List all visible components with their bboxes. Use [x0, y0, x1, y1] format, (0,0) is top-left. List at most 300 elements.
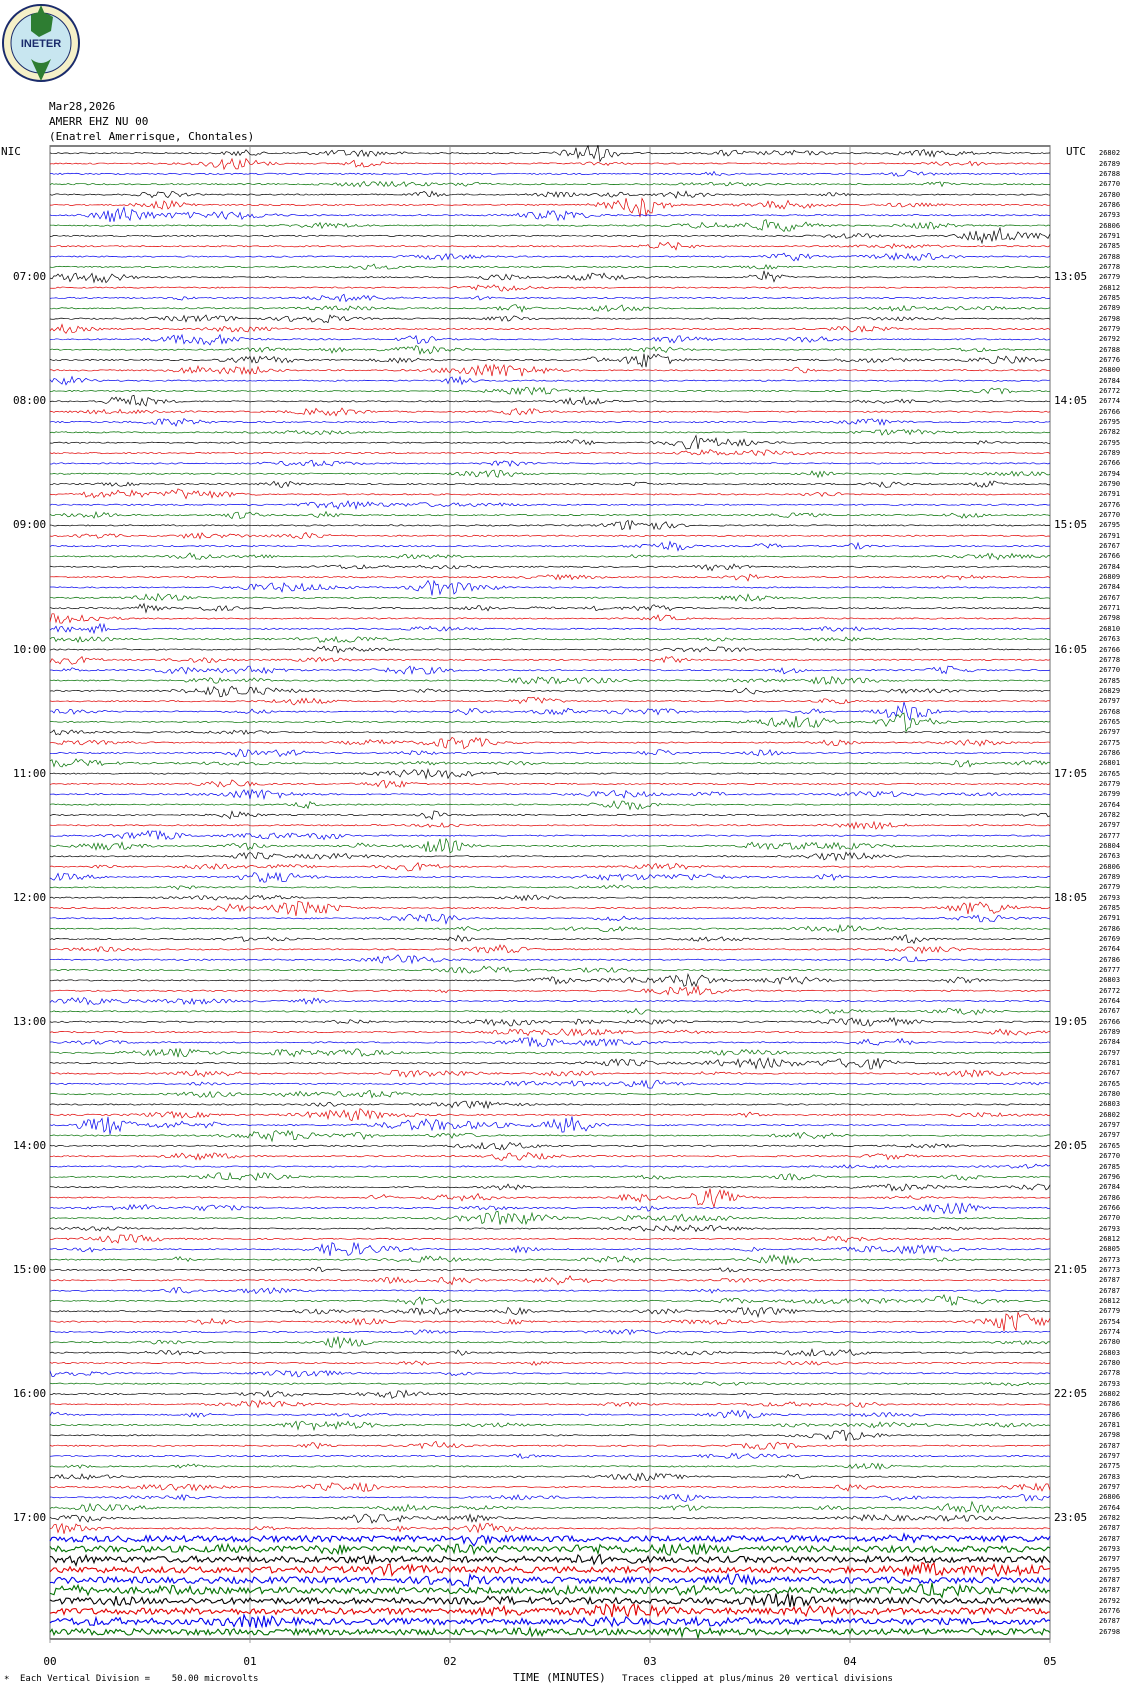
seismic-trace-44 — [50, 604, 1050, 613]
row-label: 26780 — [1099, 1338, 1121, 1347]
seismic-trace-50 — [50, 666, 1050, 674]
seismic-trace-80 — [50, 974, 1050, 986]
seismic-trace-23 — [50, 387, 1050, 394]
seismic-trace-100 — [50, 1184, 1050, 1191]
seismic-trace-87 — [50, 1049, 1050, 1058]
seismic-trace-102 — [50, 1203, 1050, 1214]
seismic-trace-79 — [50, 966, 1050, 973]
seismic-trace-63 — [50, 801, 1050, 809]
row-label: 26770 — [1099, 666, 1121, 675]
row-label: 26767 — [1099, 1069, 1121, 1078]
seismic-trace-82 — [50, 998, 1050, 1005]
left-hour-label: 09:00 — [13, 518, 47, 532]
row-label: 26782 — [1099, 1514, 1121, 1523]
seismic-trace-3 — [50, 181, 1050, 186]
row-label: 26786 — [1099, 1410, 1121, 1419]
seismic-trace-123 — [50, 1421, 1050, 1430]
row-label: 26797 — [1099, 728, 1121, 737]
row-label: 26776 — [1099, 500, 1121, 509]
row-label: 26776 — [1099, 355, 1121, 364]
seismic-trace-92 — [50, 1101, 1050, 1108]
seismic-trace-129 — [50, 1483, 1050, 1492]
seismic-trace-86 — [50, 1038, 1050, 1047]
left-hour-label: 14:00 — [13, 1138, 47, 1152]
right-hour-label: 15:05 — [1054, 518, 1088, 532]
left-hour-label: 10:00 — [13, 642, 47, 656]
row-label: 26764 — [1099, 997, 1121, 1006]
row-label: 26783 — [1099, 1472, 1121, 1481]
seismic-trace-45 — [50, 614, 1050, 623]
row-label: 26796 — [1099, 1172, 1121, 1181]
row-label: 26790 — [1099, 480, 1121, 489]
row-label: 26805 — [1099, 1245, 1121, 1254]
row-label: 26774 — [1099, 1327, 1121, 1336]
row-label: 26766 — [1099, 552, 1121, 561]
seismic-trace-117 — [50, 1361, 1050, 1365]
right-hour-label: 16:05 — [1054, 642, 1088, 656]
seismic-trace-116 — [50, 1349, 1050, 1356]
row-label: 26793 — [1099, 1379, 1121, 1388]
seismic-trace-71 — [50, 885, 1050, 890]
row-label: 26778 — [1099, 262, 1121, 271]
seismic-trace-17 — [50, 324, 1050, 333]
row-label: 26781 — [1099, 1059, 1121, 1068]
seismic-trace-15 — [50, 305, 1050, 312]
row-label: 26810 — [1099, 624, 1121, 633]
seismic-trace-104 — [50, 1225, 1050, 1231]
seismic-trace-2 — [50, 171, 1050, 177]
row-label: 26793 — [1099, 893, 1121, 902]
row-label: 26779 — [1099, 883, 1121, 892]
seismic-trace-32 — [50, 481, 1050, 488]
row-label: 26797 — [1099, 1048, 1121, 1057]
seismic-trace-113 — [50, 1312, 1050, 1331]
seismic-trace-24 — [50, 395, 1050, 406]
station-location: (Enatrel Amerrisque, Chontales) — [49, 130, 255, 143]
row-label: 26770 — [1099, 1152, 1121, 1161]
seismic-trace-103 — [50, 1211, 1050, 1224]
seismic-trace-76 — [50, 935, 1050, 944]
seismic-trace-140 — [50, 1593, 1050, 1607]
seismic-trace-37 — [50, 533, 1050, 539]
row-label: 26803 — [1099, 1100, 1121, 1109]
right-hour-label: 23:05 — [1054, 1511, 1088, 1525]
seismic-trace-1 — [50, 159, 1050, 170]
row-label: 26764 — [1099, 945, 1121, 954]
seismic-trace-85 — [50, 1029, 1050, 1036]
row-label: 26798 — [1099, 1627, 1121, 1636]
x-tick-label: 05 — [1043, 1655, 1057, 1668]
seismic-trace-107 — [50, 1255, 1050, 1265]
left-hour-label: 17:00 — [13, 1511, 47, 1525]
row-label: 26789 — [1099, 449, 1121, 458]
seismic-trace-126 — [50, 1453, 1050, 1458]
seismic-trace-36 — [50, 520, 1050, 529]
row-label: 26767 — [1099, 542, 1121, 551]
row-label: 26776 — [1099, 1607, 1121, 1616]
seismic-trace-58 — [50, 749, 1050, 756]
seismic-trace-109 — [50, 1276, 1050, 1285]
row-label: 26771 — [1099, 604, 1121, 613]
seismic-trace-55 — [50, 713, 1050, 732]
row-label: 26784 — [1099, 583, 1121, 592]
seismic-trace-108 — [50, 1267, 1050, 1272]
seismic-trace-48 — [50, 646, 1050, 653]
row-label: 26785 — [1099, 242, 1121, 251]
row-label: 26775 — [1099, 1462, 1121, 1471]
row-label: 26787 — [1099, 1286, 1121, 1295]
seismic-trace-27 — [50, 430, 1050, 435]
row-label: 26793 — [1099, 1224, 1121, 1233]
seismic-trace-66 — [50, 831, 1050, 840]
row-label: 26766 — [1099, 407, 1121, 416]
seismic-trace-134 — [50, 1534, 1050, 1546]
seismic-trace-137 — [50, 1563, 1050, 1576]
row-label: 26795 — [1099, 418, 1121, 427]
row-label: 26797 — [1099, 1483, 1121, 1492]
seismic-trace-122 — [50, 1410, 1050, 1418]
row-label: 26787 — [1099, 1586, 1121, 1595]
row-label: 26795 — [1099, 521, 1121, 530]
seismic-trace-89 — [50, 1070, 1050, 1077]
seismic-trace-125 — [50, 1441, 1050, 1449]
row-label: 26791 — [1099, 914, 1121, 923]
seismic-trace-81 — [50, 986, 1050, 995]
seismic-trace-38 — [50, 542, 1050, 551]
seismic-trace-99 — [50, 1173, 1050, 1181]
row-label: 26766 — [1099, 645, 1121, 654]
seismic-trace-95 — [50, 1131, 1050, 1142]
seismic-trace-29 — [50, 450, 1050, 456]
seismic-trace-52 — [50, 686, 1050, 697]
seismic-trace-39 — [50, 553, 1050, 560]
right-hour-label: 17:05 — [1054, 766, 1088, 780]
seismic-trace-115 — [50, 1337, 1050, 1348]
seismic-trace-121 — [50, 1400, 1050, 1407]
seismic-trace-65 — [50, 822, 1050, 829]
row-label: 26787 — [1099, 1617, 1121, 1626]
row-label: 26800 — [1099, 366, 1121, 375]
seismic-trace-128 — [50, 1473, 1050, 1480]
row-label: 26786 — [1099, 748, 1121, 757]
row-label: 26787 — [1099, 1576, 1121, 1585]
seismic-trace-25 — [50, 408, 1050, 416]
row-label: 26763 — [1099, 635, 1121, 644]
row-label: 26803 — [1099, 976, 1121, 985]
left-hour-label: 16:00 — [13, 1387, 47, 1400]
seismic-trace-142 — [50, 1615, 1050, 1628]
seismic-trace-124 — [50, 1430, 1050, 1441]
row-label: 26812 — [1099, 1234, 1121, 1243]
row-label: 26798 — [1099, 1431, 1121, 1440]
seismic-trace-21 — [50, 365, 1050, 377]
row-label: 26784 — [1099, 376, 1121, 385]
row-label: 26778 — [1099, 1369, 1121, 1378]
seismic-trace-34 — [50, 501, 1050, 509]
right-hour-label: 13:05 — [1054, 270, 1088, 284]
x-tick-label: 02 — [443, 1655, 457, 1668]
row-label: 26787 — [1099, 1441, 1121, 1450]
row-label: 26797 — [1099, 1121, 1121, 1130]
seismic-trace-68 — [50, 852, 1050, 860]
row-label: 26764 — [1099, 800, 1121, 809]
row-label: 26791 — [1099, 490, 1121, 499]
seismic-trace-83 — [50, 1008, 1050, 1014]
row-label: 26786 — [1099, 200, 1121, 209]
row-label: 26787 — [1099, 1534, 1121, 1543]
row-label: 26789 — [1099, 304, 1121, 313]
seismic-trace-139 — [50, 1583, 1050, 1598]
row-label: 26767 — [1099, 593, 1121, 602]
left-hour-label: 08:00 — [13, 394, 47, 408]
seismic-trace-26 — [50, 419, 1050, 426]
right-hour-label: 22:05 — [1054, 1387, 1088, 1400]
row-label: 26779 — [1099, 273, 1121, 282]
row-label: 26766 — [1099, 459, 1121, 468]
row-label: 26764 — [1099, 1503, 1121, 1512]
row-label: 26787 — [1099, 1276, 1121, 1285]
row-label: 26791 — [1099, 531, 1121, 540]
seismic-trace-94 — [50, 1116, 1050, 1134]
seismic-trace-138 — [50, 1574, 1050, 1586]
seismic-trace-31 — [50, 470, 1050, 477]
row-label: 26766 — [1099, 1203, 1121, 1212]
seismic-trace-8 — [50, 228, 1050, 243]
x-tick-label: 04 — [843, 1655, 857, 1668]
row-label: 26806 — [1099, 221, 1121, 230]
row-label: 26785 — [1099, 293, 1121, 302]
seismic-trace-62 — [50, 790, 1050, 799]
row-label: 26797 — [1099, 1131, 1121, 1140]
row-label: 26767 — [1099, 1007, 1121, 1016]
row-label: 26792 — [1099, 335, 1121, 344]
seismic-trace-4 — [50, 191, 1050, 198]
seismic-trace-101 — [50, 1189, 1050, 1207]
seismic-trace-141 — [50, 1604, 1050, 1618]
row-label: 26798 — [1099, 314, 1121, 323]
row-label: 26804 — [1099, 841, 1121, 850]
seismic-trace-12 — [50, 271, 1050, 283]
row-label: 26809 — [1099, 573, 1121, 582]
row-label: 26769 — [1099, 935, 1121, 944]
seismic-trace-16 — [50, 315, 1050, 323]
seismic-trace-51 — [50, 677, 1050, 685]
row-label: 26797 — [1099, 1452, 1121, 1461]
seismic-trace-10 — [50, 253, 1050, 261]
seismic-trace-75 — [50, 925, 1050, 932]
row-label: 26780 — [1099, 1358, 1121, 1367]
seismic-trace-118 — [50, 1371, 1050, 1377]
seismic-trace-67 — [50, 839, 1050, 853]
row-label: 26791 — [1099, 231, 1121, 240]
record-date: Mar28,2026 — [49, 100, 116, 113]
seismic-trace-135 — [50, 1544, 1050, 1555]
row-label: 26765 — [1099, 769, 1121, 778]
row-label: 26779 — [1099, 1307, 1121, 1316]
left-timezone-label: NIC — [1, 145, 21, 158]
row-label: 26829 — [1099, 686, 1121, 695]
seismic-trace-72 — [50, 895, 1050, 900]
row-label: 26784 — [1099, 562, 1121, 571]
right-hour-label: 14:05 — [1054, 394, 1088, 408]
seismic-trace-7 — [50, 220, 1050, 232]
row-label: 26797 — [1099, 697, 1121, 706]
seismic-trace-13 — [50, 285, 1050, 292]
right-timezone-label: UTC — [1066, 145, 1086, 158]
seismic-trace-91 — [50, 1090, 1050, 1097]
scale-note: Each Vertical Division = 50.00 microvolts — [20, 1674, 259, 1684]
seismic-trace-84 — [50, 1018, 1050, 1026]
row-label: 26763 — [1099, 852, 1121, 861]
seismic-trace-110 — [50, 1287, 1050, 1293]
seismic-trace-106 — [50, 1242, 1050, 1255]
row-label: 26789 — [1099, 1028, 1121, 1037]
row-label: 26780 — [1099, 1090, 1121, 1099]
left-hour-label: 15:00 — [13, 1262, 47, 1276]
row-label: 26792 — [1099, 1596, 1121, 1605]
row-label: 26787 — [1099, 1524, 1121, 1533]
row-label: 26785 — [1099, 1162, 1121, 1171]
row-label: 26802 — [1099, 149, 1121, 158]
seismic-trace-42 — [50, 581, 1050, 596]
right-hour-label: 19:05 — [1054, 1014, 1088, 1028]
seismic-trace-120 — [50, 1390, 1050, 1398]
seismic-trace-41 — [50, 574, 1050, 581]
seismic-trace-49 — [50, 657, 1050, 665]
seismic-trace-22 — [50, 377, 1050, 385]
row-label: 26772 — [1099, 386, 1121, 395]
row-label: 26784 — [1099, 1183, 1121, 1192]
seismic-trace-9 — [50, 242, 1050, 249]
x-tick-label: 01 — [243, 1655, 257, 1668]
seismic-trace-20 — [50, 354, 1050, 367]
row-label: 26801 — [1099, 759, 1121, 768]
x-tick-label: 00 — [43, 1655, 57, 1668]
seismic-trace-14 — [50, 294, 1050, 301]
seismic-trace-119 — [50, 1382, 1050, 1386]
x-axis-title: TIME (MINUTES) — [513, 1671, 606, 1684]
seismic-trace-78 — [50, 955, 1050, 963]
seismic-trace-112 — [50, 1307, 1050, 1316]
row-label: 26786 — [1099, 1193, 1121, 1202]
seismic-trace-35 — [50, 512, 1050, 519]
row-label: 26770 — [1099, 180, 1121, 189]
left-hour-label: 12:00 — [13, 890, 47, 904]
seismic-trace-61 — [50, 780, 1050, 788]
seismic-trace-114 — [50, 1329, 1050, 1334]
seismic-trace-43 — [50, 594, 1050, 601]
seismic-trace-143 — [50, 1628, 1050, 1638]
x-tick-label: 03 — [643, 1655, 657, 1668]
row-label: 26778 — [1099, 655, 1121, 664]
row-label: 26779 — [1099, 324, 1121, 333]
row-label: 26786 — [1099, 1400, 1121, 1409]
row-label: 26812 — [1099, 1296, 1121, 1305]
seismic-trace-77 — [50, 945, 1050, 953]
row-label: 26770 — [1099, 1214, 1121, 1223]
logo-text: INETER — [20, 38, 62, 50]
row-label: 26765 — [1099, 1141, 1121, 1150]
right-hour-label: 18:05 — [1054, 890, 1088, 904]
row-label: 26770 — [1099, 511, 1121, 520]
row-label: 26795 — [1099, 438, 1121, 447]
seismic-trace-74 — [50, 914, 1050, 923]
row-label: 26765 — [1099, 1079, 1121, 1088]
row-label: 26780 — [1099, 190, 1121, 199]
seismic-trace-131 — [50, 1502, 1050, 1513]
row-label: 26788 — [1099, 345, 1121, 354]
left-hour-label: 11:00 — [13, 766, 47, 780]
row-label: 26798 — [1099, 614, 1121, 623]
seismic-trace-73 — [50, 901, 1050, 916]
row-label: 26802 — [1099, 1110, 1121, 1119]
row-label: 26774 — [1099, 397, 1121, 406]
row-label: 26785 — [1099, 904, 1121, 912]
left-hour-label: 13:00 — [13, 1014, 47, 1028]
row-label: 26812 — [1099, 283, 1121, 292]
row-label: 26784 — [1099, 1038, 1121, 1047]
row-label: 26782 — [1099, 810, 1121, 819]
seismic-trace-88 — [50, 1058, 1050, 1069]
row-label: 26802 — [1099, 1390, 1121, 1398]
row-label: 26793 — [1099, 1545, 1121, 1554]
row-label: 26773 — [1099, 1265, 1121, 1274]
seismic-trace-93 — [50, 1109, 1050, 1121]
clip-note: Traces clipped at plus/minus 20 vertical divisions — [622, 1674, 893, 1684]
seismic-trace-136 — [50, 1555, 1050, 1566]
seismic-trace-133 — [50, 1523, 1050, 1534]
right-hour-label: 21:05 — [1054, 1262, 1088, 1276]
row-label: 26777 — [1099, 966, 1121, 975]
seismic-trace-127 — [50, 1463, 1050, 1469]
row-label: 26777 — [1099, 831, 1121, 840]
row-label: 26765 — [1099, 717, 1121, 726]
seismic-trace-98 — [50, 1164, 1050, 1168]
row-label: 26779 — [1099, 779, 1121, 788]
seismic-trace-18 — [50, 335, 1050, 345]
row-label: 26785 — [1099, 676, 1121, 685]
row-label: 26782 — [1099, 428, 1121, 437]
seismic-trace-47 — [50, 637, 1050, 643]
station-code: AMERR EHZ NU 00 — [49, 115, 149, 128]
row-label: 26795 — [1099, 1565, 1121, 1574]
seismic-trace-40 — [50, 564, 1050, 571]
seismic-trace-96 — [50, 1142, 1050, 1149]
row-label: 26766 — [1099, 1017, 1121, 1026]
seismic-trace-19 — [50, 346, 1050, 354]
row-label: 26789 — [1099, 872, 1121, 881]
row-label: 26773 — [1099, 1255, 1121, 1264]
seismic-trace-64 — [50, 811, 1050, 819]
asterisk-mark: * — [4, 1675, 10, 1685]
seismic-trace-28 — [50, 436, 1050, 449]
seismic-trace-46 — [50, 624, 1050, 633]
right-hour-label: 20:05 — [1054, 1138, 1088, 1152]
row-label: 26806 — [1099, 1493, 1121, 1502]
seismic-trace-90 — [50, 1080, 1050, 1088]
seismic-trace-11 — [50, 264, 1050, 269]
seismic-trace-105 — [50, 1235, 1050, 1243]
row-label: 26803 — [1099, 1348, 1121, 1357]
seismic-trace-56 — [50, 730, 1050, 735]
seismic-trace-69 — [50, 863, 1050, 871]
seismic-trace-6 — [50, 207, 1050, 222]
row-label: 26788 — [1099, 252, 1121, 261]
row-label: 26775 — [1099, 738, 1121, 747]
row-label: 26793 — [1099, 211, 1121, 220]
row-label: 26786 — [1099, 955, 1121, 964]
row-label: 26789 — [1099, 159, 1121, 168]
